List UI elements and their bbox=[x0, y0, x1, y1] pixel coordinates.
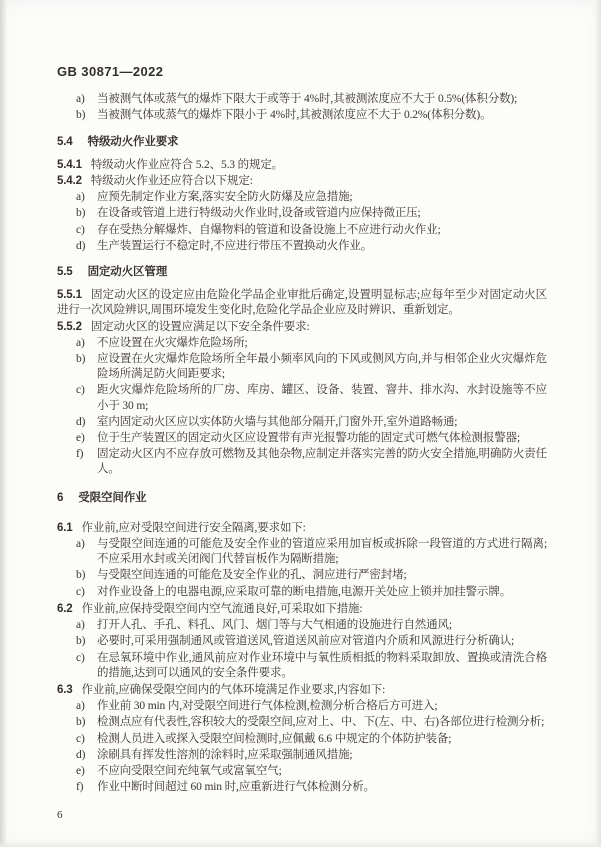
chapter-heading-6 bbox=[57, 491, 547, 506]
item-letter: c) bbox=[76, 384, 85, 397]
item-text: 应设置在火灾爆炸危险场所全年最小频率风向的下风或侧风方向,并与相邻企业火灾爆炸危险场所满足防火间距要求; bbox=[97, 353, 547, 381]
section-heading-5.5 bbox=[57, 265, 547, 280]
scan-edge-left bbox=[0, 0, 7, 847]
page-content bbox=[57, 64, 547, 824]
list-item bbox=[57, 748, 547, 763]
list-item bbox=[57, 431, 547, 446]
list-item bbox=[57, 585, 547, 600]
section-title: 特级动火作业要求 bbox=[87, 135, 179, 148]
section-title: 固定动火区管理 bbox=[87, 266, 168, 279]
item-text: 作业中断时间超过 60 min 时,应重新进行气体检测分析。 bbox=[97, 781, 375, 794]
item-text: 与受限空间连通的可能危及安全作业的孔、洞应进行严密封堵; bbox=[97, 569, 407, 582]
item-text: 检测点应有代表性,容积较大的受限空间,应对上、中、下(左、中、右)各部位进行检测分析; bbox=[97, 716, 545, 729]
list-item bbox=[57, 92, 547, 107]
item-letter: a) bbox=[76, 93, 85, 106]
item-letter: a) bbox=[76, 619, 85, 632]
list-item bbox=[57, 239, 547, 254]
clause-text: 固定动火区的设置应满足以下安全条件要求: bbox=[90, 320, 310, 333]
item-text: 存在受热分解爆炸、自爆物料的管道和设备设施上不应进行动火作业; bbox=[97, 223, 441, 236]
item-letter: f) bbox=[76, 448, 84, 461]
clause-text: 作业前,应保持受限空间内空气流通良好,可采取如下措施: bbox=[81, 602, 363, 615]
item-text: 在设备或管道上进行特级动火作业时,设备或管道内应保持微正压; bbox=[97, 207, 421, 220]
section-heading-5.4 bbox=[57, 135, 547, 150]
list-item bbox=[57, 383, 547, 413]
item-text: 打开人孔、手孔、料孔、风门、烟门等与大气相通的设施进行自然通风; bbox=[97, 619, 452, 632]
clause-6.1 bbox=[57, 521, 547, 536]
item-letter: a) bbox=[76, 700, 85, 713]
item-letter: a) bbox=[76, 191, 85, 204]
item-text: 不应向受限空间充纯氧气或富氧空气; bbox=[97, 764, 282, 777]
item-letter: e) bbox=[76, 432, 85, 445]
item-text: 必要时,可采用强制通风或管道送风,管道送风前应对管道内介质和风源进行分析确认; bbox=[97, 635, 515, 648]
list-item bbox=[57, 764, 547, 779]
list-item bbox=[57, 634, 547, 649]
list-item bbox=[57, 568, 547, 583]
item-letter: d) bbox=[76, 415, 86, 428]
list-item bbox=[57, 352, 547, 382]
list-item bbox=[57, 190, 547, 205]
scan-edge-bottom bbox=[0, 841, 601, 847]
list-item bbox=[57, 732, 547, 747]
item-letter: b) bbox=[76, 109, 86, 122]
clause-6.3 bbox=[57, 683, 547, 698]
clause-number: 5.5.2 bbox=[57, 320, 82, 333]
item-text: 对作业设备上的电器电源,应采取可靠的断电措施,电源开关处应上锁并加挂警示牌。 bbox=[97, 585, 512, 598]
item-text: 检测人员进入或探入受限空间检测时,应佩戴 6.6 中规定的个体防护装备; bbox=[97, 732, 452, 745]
item-text: 生产装置运行不稳定时,不应进行带压不置换动火作业。 bbox=[97, 239, 373, 252]
item-letter: b) bbox=[76, 635, 86, 648]
item-letter: e) bbox=[76, 764, 85, 777]
list-item bbox=[57, 223, 547, 238]
section-number: 5.4 bbox=[57, 135, 73, 148]
scan-edge-right bbox=[595, 0, 601, 847]
list-item bbox=[57, 206, 547, 221]
clause-text: 作业前,应确保受限空间内的气体环境满足作业要求,内容如下: bbox=[81, 683, 386, 696]
list-item bbox=[57, 447, 547, 477]
item-text: 在忌氧环境中作业,通风前应对作业环境中与氧性质相抵的物料采取卸放、置换或清洗合格的措施,达到可以通风的安全条件要求。 bbox=[97, 651, 547, 679]
clause-text: 特级动火作业还应符合以下规定: bbox=[90, 175, 253, 188]
list-item bbox=[57, 780, 547, 795]
section-number: 5.5 bbox=[57, 266, 73, 279]
item-text: 距火灾爆炸危险场所的厂房、库房、罐区、设备、装置、窨井、排水沟、水封设施等不应小于 30 m; bbox=[97, 384, 547, 412]
item-letter: c) bbox=[76, 651, 85, 664]
item-text: 不应设置在火灾爆炸危险场所; bbox=[97, 336, 248, 349]
list-item bbox=[57, 699, 547, 714]
clause-5.4.2 bbox=[57, 174, 547, 189]
item-text: 与受限空间连通的可能危及安全作业的管道应采用加盲板或拆除一段管道的方式进行隔离;不应采用水封或关闭阀门代替盲板作为隔断措施; bbox=[97, 538, 547, 566]
item-text: 当被测气体或蒸气的爆炸下限小于 4%时,其被测浓度应不大于 0.2%(体积分数)。 bbox=[97, 109, 492, 122]
list-item bbox=[57, 537, 547, 567]
item-letter: a) bbox=[76, 538, 85, 551]
clause-text: 固定动火区的设定应由危险化学品企业审批后确定,设置明显标志;应每年至少对固定动火区进行一次风险辨识,周围环境发生变化时,危险化学品企业应及时辨识、重新划定。 bbox=[57, 289, 547, 317]
page-number: 6 bbox=[57, 809, 63, 822]
list-item bbox=[57, 651, 547, 681]
clause-number: 6.2 bbox=[57, 602, 73, 615]
clause-number: 5.5.1 bbox=[57, 289, 82, 302]
item-letter: c) bbox=[76, 732, 85, 745]
list-item bbox=[57, 415, 547, 430]
standard-code: GB 30871—2022 bbox=[57, 64, 164, 79]
clause-text: 作业前,应对受限空间进行安全隔离,要求如下: bbox=[81, 521, 306, 534]
clause-5.5.1 bbox=[57, 288, 547, 318]
item-letter: d) bbox=[76, 239, 86, 252]
list-item bbox=[57, 715, 547, 730]
clause-text: 特级动火作业应符合 5.2、5.3 的规定。 bbox=[90, 158, 284, 171]
item-text: 应预先制定作业方案,落实安全防火防爆及应急措施; bbox=[97, 191, 353, 204]
chapter-title: 受限空间作业 bbox=[78, 491, 147, 504]
item-letter: b) bbox=[76, 569, 86, 582]
item-text: 作业前 30 min 内,对受限空间进行气体检测,检测分析合格后方可进入; bbox=[97, 700, 438, 713]
item-letter: b) bbox=[76, 716, 86, 729]
list-item bbox=[57, 336, 547, 351]
item-letter: c) bbox=[76, 223, 85, 236]
chapter-number: 6 bbox=[57, 491, 64, 504]
item-text: 涂刷具有挥发性溶剂的涂料时,应采取强制通风措施; bbox=[97, 748, 353, 761]
clause-number: 6.1 bbox=[57, 521, 73, 534]
item-text: 固定动火区内不应存放可燃物及其他杂物,应制定并落实完善的防火安全措施,明确防火责任人。 bbox=[97, 448, 547, 476]
item-text: 室内固定动火区应以实体防火墙与其他部分隔开,门窗外开,室外道路畅通; bbox=[97, 415, 458, 428]
list-item bbox=[57, 618, 547, 633]
item-letter: c) bbox=[76, 585, 85, 598]
clause-6.2 bbox=[57, 602, 547, 617]
clause-number: 6.3 bbox=[57, 683, 73, 696]
clause-number: 5.4.1 bbox=[57, 158, 82, 171]
item-letter: b) bbox=[76, 353, 86, 366]
item-letter: b) bbox=[76, 207, 86, 220]
item-letter: a) bbox=[76, 336, 85, 349]
item-letter: f) bbox=[76, 781, 84, 794]
list-item bbox=[57, 108, 547, 123]
item-text: 当被测气体或蒸气的爆炸下限大于或等于 4%时,其被测浓度应不大于 0.5%(体积分数); bbox=[97, 93, 518, 106]
clause-5.4.1 bbox=[57, 158, 547, 173]
clause-number: 5.4.2 bbox=[57, 175, 82, 188]
clause-5.5.2 bbox=[57, 320, 547, 335]
item-letter: d) bbox=[76, 748, 86, 761]
item-text: 位于生产装置区的固定动火区应设置带有声光报警功能的固定式可燃气体检测报警器; bbox=[97, 432, 520, 445]
